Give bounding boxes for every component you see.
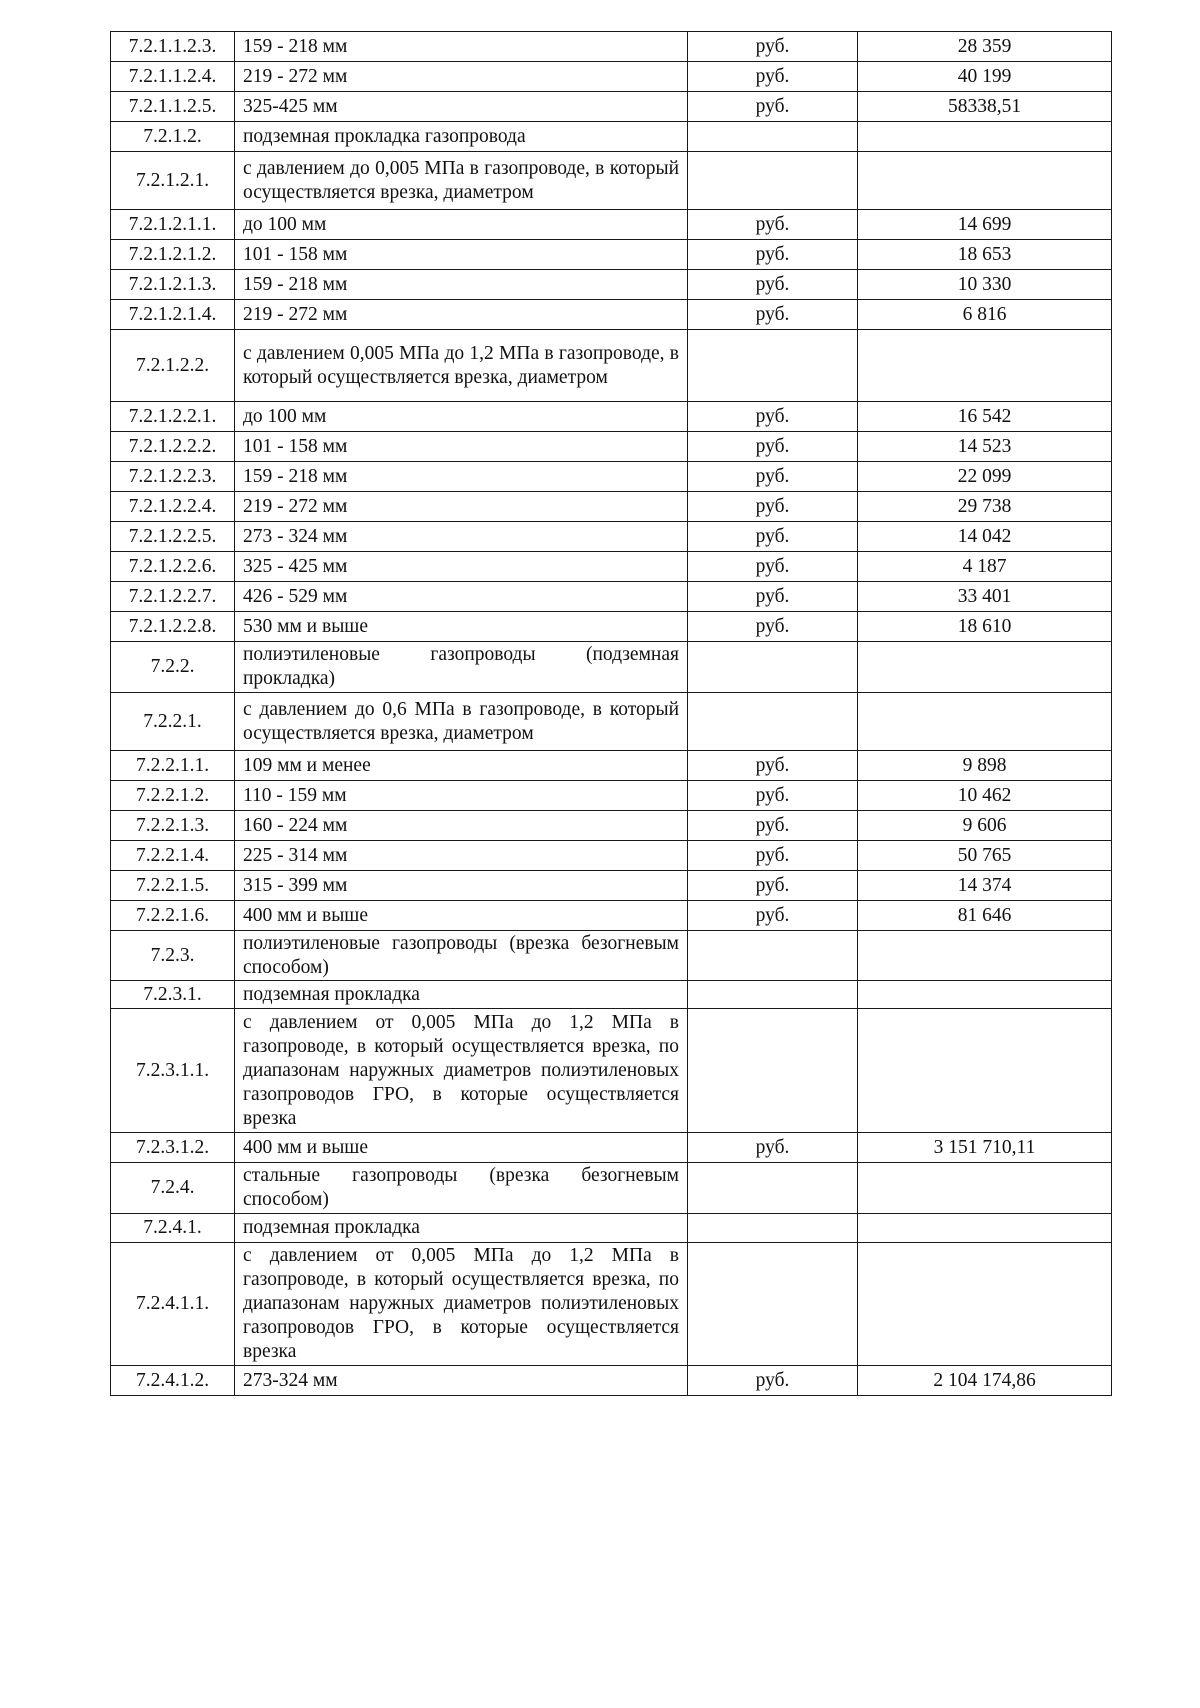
table-row	[111, 1366, 1112, 1396]
item-code: 7.2.1.1.2.4.	[111, 62, 235, 92]
table-row	[111, 462, 1112, 492]
unit-cell: руб.	[688, 901, 858, 931]
price-value: 2 104 174,86	[858, 1366, 1112, 1396]
price-value: 14 042	[858, 522, 1112, 552]
price-value	[858, 981, 1112, 1009]
unit-cell: руб.	[688, 871, 858, 901]
price-value: 10 462	[858, 781, 1112, 811]
table-row	[111, 330, 1112, 402]
unit-cell: руб.	[688, 811, 858, 841]
item-code: 7.2.1.2.1.3.	[111, 270, 235, 300]
price-value: 16 542	[858, 402, 1112, 432]
item-code: 7.2.2.1.3.	[111, 811, 235, 841]
unit-cell	[688, 693, 858, 751]
unit-cell	[688, 931, 858, 981]
item-code: 7.2.1.1.2.5.	[111, 92, 235, 122]
table-row	[111, 1009, 1112, 1133]
price-value: 6 816	[858, 300, 1112, 330]
price-value: 58338,51	[858, 92, 1112, 122]
table-row	[111, 522, 1112, 552]
unit-cell: руб.	[688, 751, 858, 781]
table-row	[111, 841, 1112, 871]
item-description: до 100 мм	[235, 402, 688, 432]
table-row	[111, 32, 1112, 62]
price-value	[858, 122, 1112, 152]
table-row	[111, 1214, 1112, 1243]
unit-cell: руб.	[688, 32, 858, 62]
unit-cell: руб.	[688, 432, 858, 462]
item-code: 7.2.4.1.	[111, 1214, 235, 1243]
price-value: 50 765	[858, 841, 1112, 871]
item-description: 273-324 мм	[235, 1366, 688, 1396]
table-row	[111, 931, 1112, 981]
item-description: полиэтиленовые газопроводы (врезка безогневым способом)	[235, 931, 688, 981]
item-description: 159 - 218 мм	[235, 462, 688, 492]
item-description: с давлением 0,005 МПа до 1,2 МПа в газопроводе, в который осуществляется врезка, диаметром	[235, 330, 688, 402]
unit-cell	[688, 981, 858, 1009]
price-value: 14 374	[858, 871, 1112, 901]
price-value	[858, 931, 1112, 981]
item-code: 7.2.1.2.1.2.	[111, 240, 235, 270]
item-code: 7.2.1.2.2.4.	[111, 492, 235, 522]
unit-cell	[688, 1163, 858, 1214]
table-row	[111, 62, 1112, 92]
price-value	[858, 1214, 1112, 1243]
table-row	[111, 871, 1112, 901]
item-description: с давлением от 0,005 МПа до 1,2 МПа в газопроводе, в который осуществляется врезка, по диапазонам наружных диаметров полиэтиленовых газопроводов ГРО, в которые осуществляется врезка	[235, 1243, 688, 1366]
item-description: полиэтиленовые газопроводы (подземная прокладка)	[235, 642, 688, 693]
unit-cell: руб.	[688, 841, 858, 871]
item-description: с давлением до 0,6 МПа в газопроводе, в который осуществляется врезка, диаметром	[235, 693, 688, 751]
item-description: 101 - 158 мм	[235, 240, 688, 270]
unit-cell: руб.	[688, 462, 858, 492]
item-description: 219 - 272 мм	[235, 300, 688, 330]
unit-cell: руб.	[688, 582, 858, 612]
table-row	[111, 751, 1112, 781]
item-description: 109 мм и менее	[235, 751, 688, 781]
price-value: 40 199	[858, 62, 1112, 92]
price-value: 18 610	[858, 612, 1112, 642]
table-row	[111, 92, 1112, 122]
item-description: с давлением до 0,005 МПа в газопроводе, в который осуществляется врезка, диаметром	[235, 152, 688, 210]
item-code: 7.2.1.2.2.3.	[111, 462, 235, 492]
item-code: 7.2.1.2.1.4.	[111, 300, 235, 330]
item-description: 273 - 324 мм	[235, 522, 688, 552]
item-description: 110 - 159 мм	[235, 781, 688, 811]
price-value	[858, 642, 1112, 693]
price-value	[858, 330, 1112, 402]
table-row	[111, 300, 1112, 330]
item-code: 7.2.1.2.	[111, 122, 235, 152]
unit-cell	[688, 1214, 858, 1243]
tariff-table	[110, 31, 1112, 1396]
table-row	[111, 432, 1112, 462]
table-row	[111, 612, 1112, 642]
item-description: 315 - 399 мм	[235, 871, 688, 901]
unit-cell	[688, 152, 858, 210]
unit-cell: руб.	[688, 300, 858, 330]
price-value: 9 606	[858, 811, 1112, 841]
unit-cell	[688, 642, 858, 693]
unit-cell: руб.	[688, 492, 858, 522]
item-code: 7.2.1.2.2.1.	[111, 402, 235, 432]
unit-cell	[688, 122, 858, 152]
item-description: 400 мм и выше	[235, 901, 688, 931]
unit-cell	[688, 1243, 858, 1366]
table-row	[111, 1163, 1112, 1214]
item-code: 7.2.2.1.5.	[111, 871, 235, 901]
price-value	[858, 1163, 1112, 1214]
item-code: 7.2.3.1.2.	[111, 1133, 235, 1163]
tariff-table-body	[111, 32, 1112, 1396]
price-value: 33 401	[858, 582, 1112, 612]
price-value: 4 187	[858, 552, 1112, 582]
unit-cell	[688, 330, 858, 402]
price-value: 28 359	[858, 32, 1112, 62]
unit-cell: руб.	[688, 1366, 858, 1396]
unit-cell: руб.	[688, 270, 858, 300]
item-code: 7.2.2.	[111, 642, 235, 693]
table-row	[111, 981, 1112, 1009]
item-code: 7.2.2.1.1.	[111, 751, 235, 781]
price-value: 81 646	[858, 901, 1112, 931]
item-description: 325 - 425 мм	[235, 552, 688, 582]
item-code: 7.2.1.1.2.3.	[111, 32, 235, 62]
unit-cell: руб.	[688, 210, 858, 240]
item-code: 7.2.2.1.4.	[111, 841, 235, 871]
price-value	[858, 1009, 1112, 1133]
table-row	[111, 240, 1112, 270]
item-description: с давлением от 0,005 МПа до 1,2 МПа в газопроводе, в который осуществляется врезка, по диапазонам наружных диаметров полиэтиленовых газопроводов ГРО, в которые осуществляется врезка	[235, 1009, 688, 1133]
table-row	[111, 582, 1112, 612]
table-row	[111, 270, 1112, 300]
table-row	[111, 693, 1112, 751]
item-code: 7.2.1.2.2.2.	[111, 432, 235, 462]
price-value: 14 699	[858, 210, 1112, 240]
unit-cell: руб.	[688, 402, 858, 432]
unit-cell: руб.	[688, 1133, 858, 1163]
item-description: 325-425 мм	[235, 92, 688, 122]
item-code: 7.2.1.2.2.6.	[111, 552, 235, 582]
price-value	[858, 693, 1112, 751]
table-row	[111, 210, 1112, 240]
item-code: 7.2.1.2.1.	[111, 152, 235, 210]
item-code: 7.2.4.1.2.	[111, 1366, 235, 1396]
unit-cell: руб.	[688, 781, 858, 811]
item-description: 219 - 272 мм	[235, 492, 688, 522]
item-description: подземная прокладка газопровода	[235, 122, 688, 152]
item-description: 159 - 218 мм	[235, 32, 688, 62]
table-row	[111, 901, 1112, 931]
item-code: 7.2.1.2.2.	[111, 330, 235, 402]
item-description: 159 - 218 мм	[235, 270, 688, 300]
price-value: 29 738	[858, 492, 1112, 522]
item-description: 219 - 272 мм	[235, 62, 688, 92]
price-value	[858, 152, 1112, 210]
unit-cell: руб.	[688, 552, 858, 582]
item-code: 7.2.2.1.6.	[111, 901, 235, 931]
item-description: до 100 мм	[235, 210, 688, 240]
item-description: подземная прокладка	[235, 981, 688, 1009]
item-code: 7.2.4.1.1.	[111, 1243, 235, 1366]
unit-cell	[688, 1009, 858, 1133]
price-value: 18 653	[858, 240, 1112, 270]
table-row	[111, 552, 1112, 582]
item-code: 7.2.4.	[111, 1163, 235, 1214]
table-row	[111, 642, 1112, 693]
item-code: 7.2.2.1.2.	[111, 781, 235, 811]
item-description: 530 мм и выше	[235, 612, 688, 642]
item-code: 7.2.3.	[111, 931, 235, 981]
price-value: 3 151 710,11	[858, 1133, 1112, 1163]
price-value: 14 523	[858, 432, 1112, 462]
unit-cell: руб.	[688, 92, 858, 122]
table-row	[111, 781, 1112, 811]
price-value: 9 898	[858, 751, 1112, 781]
price-value	[858, 1243, 1112, 1366]
price-value: 10 330	[858, 270, 1112, 300]
item-description: подземная прокладка	[235, 1214, 688, 1243]
item-description: 101 - 158 мм	[235, 432, 688, 462]
unit-cell: руб.	[688, 522, 858, 552]
item-description: 400 мм и выше	[235, 1133, 688, 1163]
table-row	[111, 1243, 1112, 1366]
table-row	[111, 152, 1112, 210]
item-description: 225 - 314 мм	[235, 841, 688, 871]
item-description: 160 - 224 мм	[235, 811, 688, 841]
table-row	[111, 122, 1112, 152]
item-code: 7.2.1.2.1.1.	[111, 210, 235, 240]
table-row	[111, 1133, 1112, 1163]
unit-cell: руб.	[688, 612, 858, 642]
table-row	[111, 811, 1112, 841]
unit-cell: руб.	[688, 240, 858, 270]
item-code: 7.2.2.1.	[111, 693, 235, 751]
item-description: 426 - 529 мм	[235, 582, 688, 612]
item-code: 7.2.3.1.	[111, 981, 235, 1009]
table-row	[111, 492, 1112, 522]
unit-cell: руб.	[688, 62, 858, 92]
item-description: стальные газопроводы (врезка безогневым способом)	[235, 1163, 688, 1214]
item-code: 7.2.3.1.1.	[111, 1009, 235, 1133]
item-code: 7.2.1.2.2.8.	[111, 612, 235, 642]
item-code: 7.2.1.2.2.7.	[111, 582, 235, 612]
item-code: 7.2.1.2.2.5.	[111, 522, 235, 552]
price-value: 22 099	[858, 462, 1112, 492]
table-row	[111, 402, 1112, 432]
